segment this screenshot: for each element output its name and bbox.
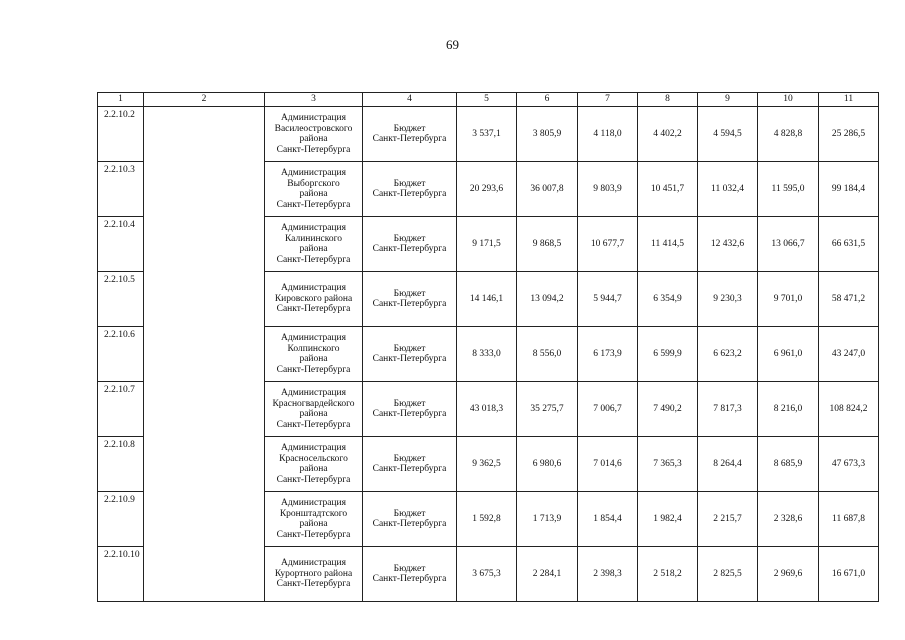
value-cell-col-5: 3 675,3 [457,547,517,602]
organization-line: Администрация [281,558,346,569]
value-cell-col-8: 6 599,9 [638,327,698,382]
value-cell-col-9: 4 594,5 [698,107,758,162]
value-cell-col-8: 1 982,4 [638,492,698,547]
row-code: 2.2.10.6 [98,327,144,382]
organization-line: района [299,189,328,199]
row-funding-source [363,492,457,547]
value-cell-col-8: 7 365,3 [638,437,698,492]
funding-source-line: Санкт-Петербурга [372,574,447,584]
value-cell-col-7: 1 854,4 [578,492,638,547]
value-cell-col-9: 12 432,6 [698,217,758,272]
column-header-3: 3 [265,93,363,107]
value-cell-col-7: 4 118,0 [578,107,638,162]
organization-line: Кронштадтского [279,508,348,519]
value-cell-col-9: 6 623,2 [698,327,758,382]
column-header-9: 9 [698,93,758,107]
funding-source-line: Бюджет [393,453,426,464]
column-header-10: 10 [758,93,819,107]
funding-source-line: Бюджет [393,508,426,519]
funding-source-line: Санкт-Петербурга [372,519,447,529]
organization-line: Санкт-Петербурга [276,529,351,540]
row-organization [265,437,363,492]
row-funding-source [363,327,457,382]
value-cell-col-9: 2 825,5 [698,547,758,602]
value-cell-col-11: 11 687,8 [819,492,879,547]
organization-line: Санкт-Петербурга [276,199,351,210]
organization-line: Выборгского [287,178,340,189]
value-cell-col-5: 3 537,1 [457,107,517,162]
value-cell-col-7: 7 014,6 [578,437,638,492]
funding-source-line: Бюджет [393,123,426,134]
organization-line: района [299,519,328,529]
organization-line: Красносельского [279,453,348,464]
value-cell-col-11: 43 247,0 [819,327,879,382]
organization-line: Санкт-Петербурга [276,364,351,375]
value-cell-col-11: 25 286,5 [819,107,879,162]
row-code: 2.2.10.3 [98,162,144,217]
value-cell-col-11: 16 671,0 [819,547,879,602]
value-cell-col-6: 8 556,0 [517,327,578,382]
value-cell-col-9: 2 215,7 [698,492,758,547]
funding-source-line: Бюджет [393,233,426,244]
organization-line: Кировского района [274,293,353,304]
row-organization [265,107,363,162]
funding-source-line: Бюджет [393,343,426,354]
organization-line: Колпинского [287,343,340,354]
row-code: 2.2.10.2 [98,107,144,162]
value-cell-col-8: 10 451,7 [638,162,698,217]
row-funding-source [363,382,457,437]
column-header-8: 8 [638,93,698,107]
value-cell-col-10: 2 969,6 [758,547,819,602]
page-number: 69 [446,37,459,52]
funding-source-line: Санкт-Петербурга [372,354,447,364]
table-body [98,107,879,602]
value-cell-col-5: 9 362,5 [457,437,517,492]
value-cell-col-7: 6 173,9 [578,327,638,382]
value-cell-col-9: 8 264,4 [698,437,758,492]
value-cell-col-11: 99 184,4 [819,162,879,217]
value-cell-col-10: 11 595,0 [758,162,819,217]
value-cell-col-10: 13 066,7 [758,217,819,272]
column-header-2: 2 [144,93,265,107]
value-cell-col-7: 7 006,7 [578,382,638,437]
organization-line: района [299,354,328,364]
value-cell-col-6: 3 805,9 [517,107,578,162]
budget-table [97,92,879,602]
organization-line: Василеостровского [274,123,353,134]
organization-line: Санкт-Петербурга [276,579,351,590]
row-organization [265,162,363,217]
organization-line: Санкт-Петербурга [276,419,351,430]
column-header-4: 4 [363,93,457,107]
value-cell-col-5: 43 018,3 [457,382,517,437]
value-cell-col-5: 1 592,8 [457,492,517,547]
value-cell-col-8: 6 354,9 [638,272,698,327]
organization-line: района [299,464,328,474]
value-cell-col-11: 58 471,2 [819,272,879,327]
organization-line: Администрация [281,283,346,294]
column-header-5: 5 [457,93,517,107]
funding-source-line: Бюджет [393,398,426,409]
funding-source-line: Бюджет [393,178,426,189]
value-cell-col-10: 8 216,0 [758,382,819,437]
column-header-6: 6 [517,93,578,107]
row-organization [265,382,363,437]
organization-line: Администрация [281,498,346,508]
value-cell-col-10: 4 828,8 [758,107,819,162]
organization-line: Красногвардейского [272,398,355,409]
value-cell-col-6: 9 868,5 [517,217,578,272]
value-cell-col-8: 2 518,2 [638,547,698,602]
value-cell-col-5: 9 171,5 [457,217,517,272]
funding-source-line: Санкт-Петербурга [372,409,447,419]
value-cell-col-11: 47 673,3 [819,437,879,492]
row-funding-source [363,162,457,217]
row-code: 2.2.10.9 [98,492,144,547]
value-cell-col-6: 36 007,8 [517,162,578,217]
value-cell-col-10: 6 961,0 [758,327,819,382]
organization-line: района [299,134,328,144]
row-funding-source [363,107,457,162]
row-funding-source [363,217,457,272]
organization-line: Санкт-Петербурга [276,144,351,155]
row-organization [265,272,363,327]
organization-line: Администрация [281,443,346,453]
row-organization [265,492,363,547]
value-cell-col-10: 9 701,0 [758,272,819,327]
value-cell-col-7: 9 803,9 [578,162,638,217]
row-organization [265,217,363,272]
header-row [98,93,879,107]
row-organization [265,327,363,382]
funding-source-line: Бюджет [393,288,426,299]
funding-source-line: Санкт-Петербурга [372,464,447,474]
value-cell-col-7: 10 677,7 [578,217,638,272]
value-cell-col-6: 2 284,1 [517,547,578,602]
organization-line: Курортного района [274,568,353,579]
value-cell-col-11: 108 824,2 [819,382,879,437]
value-cell-col-5: 14 146,1 [457,272,517,327]
organization-line: Калининского [284,233,343,244]
organization-line: Администрация [281,168,346,178]
row-funding-source [363,272,457,327]
column-header-7: 7 [578,93,638,107]
table-row [98,107,879,162]
column-2-merged-cell [144,107,265,602]
value-cell-col-8: 11 414,5 [638,217,698,272]
value-cell-col-10: 8 685,9 [758,437,819,492]
funding-source-line: Санкт-Петербурга [372,244,447,254]
value-cell-col-6: 6 980,6 [517,437,578,492]
row-code: 2.2.10.7 [98,382,144,437]
value-cell-col-8: 7 490,2 [638,382,698,437]
organization-line: Администрация [281,388,346,398]
value-cell-col-10: 2 328,6 [758,492,819,547]
row-code: 2.2.10.8 [98,437,144,492]
value-cell-col-6: 1 713,9 [517,492,578,547]
row-code: 2.2.10.5 [98,272,144,327]
organization-line: Администрация [281,223,346,233]
value-cell-col-6: 13 094,2 [517,272,578,327]
value-cell-col-7: 5 944,7 [578,272,638,327]
column-header-11: 11 [819,93,879,107]
row-organization [265,547,363,602]
row-funding-source [363,437,457,492]
row-code: 2.2.10.4 [98,217,144,272]
organization-line: Санкт-Петербурга [276,254,351,265]
column-header-1: 1 [98,93,144,107]
organization-line: Администрация [281,333,346,343]
value-cell-col-9: 9 230,3 [698,272,758,327]
funding-source-line: Бюджет [393,563,426,574]
organization-line: района [299,409,328,419]
value-cell-col-5: 20 293,6 [457,162,517,217]
funding-source-line: Санкт-Петербурга [372,189,447,199]
organization-line: Санкт-Петербурга [276,304,351,315]
value-cell-col-9: 7 817,3 [698,382,758,437]
organization-line: Администрация [281,113,346,123]
value-cell-col-5: 8 333,0 [457,327,517,382]
value-cell-col-9: 11 032,4 [698,162,758,217]
organization-line: района [299,244,328,254]
value-cell-col-6: 35 275,7 [517,382,578,437]
funding-source-line: Санкт-Петербурга [372,134,447,144]
value-cell-col-8: 4 402,2 [638,107,698,162]
value-cell-col-11: 66 631,5 [819,217,879,272]
row-code: 2.2.10.10 [98,547,144,602]
row-funding-source [363,547,457,602]
value-cell-col-7: 2 398,3 [578,547,638,602]
organization-line: Санкт-Петербурга [276,474,351,485]
funding-source-line: Санкт-Петербурга [372,299,447,309]
